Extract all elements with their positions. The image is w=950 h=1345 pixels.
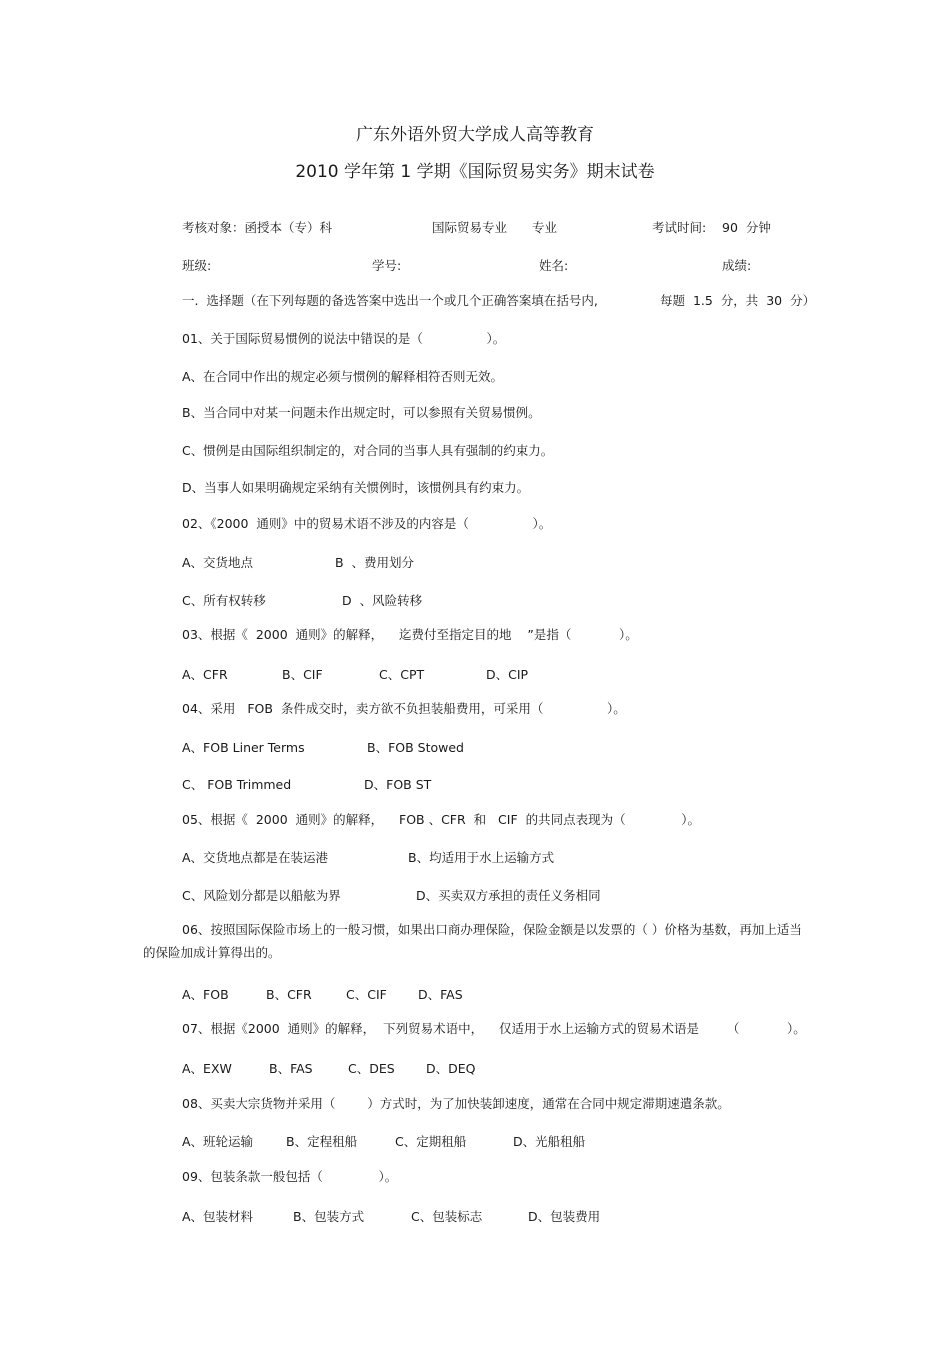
q08-option-a: A、班轮运输 bbox=[182, 1134, 254, 1149]
q02-option-c: C、所有权转移 bbox=[182, 593, 266, 608]
question-05: 05、根据《 2000 通则》的解释， FOB 、CFR 和 CIF 的共同点表现为（ ）。 bbox=[182, 812, 700, 827]
question-06: 06、按照国际保险市场上的一般习惯，如果出口商办理保险，保险金额是以发票的（ ）价格为基数，再加上适当的保险加成计算得出的。 bbox=[143, 922, 802, 960]
q05-option-d: D、买卖双方承担的责任义务相同 bbox=[416, 888, 601, 903]
exam-title: 2010 学年第 1 学期《国际贸易实务》期末试卷 bbox=[295, 162, 655, 182]
q06-option-b: B、CFR bbox=[266, 987, 312, 1002]
q09-option-a: A、包装材料 bbox=[182, 1209, 254, 1224]
q04-option-d: D、FOB ST bbox=[364, 777, 432, 792]
q05-option-c: C、风险划分都是以船舷为界 bbox=[182, 888, 341, 903]
q03-option-d: D、CIP bbox=[486, 667, 529, 682]
class-field: 班级: bbox=[182, 258, 212, 273]
q08-option-d: D、光船租船 bbox=[513, 1134, 586, 1149]
q06-option-c: C、CIF bbox=[346, 987, 387, 1002]
q02-option-d: D 、风险转移 bbox=[342, 593, 423, 608]
question-02: 02、《2000 通则》中的贸易术语不涉及的内容是（ ）。 bbox=[182, 516, 552, 531]
q09-option-d: D、包装费用 bbox=[528, 1209, 601, 1224]
q04-option-c: C、 FOB Trimmed bbox=[182, 777, 292, 792]
q01-option-c: C、惯例是由国际组织制定的，对合同的当事人具有强制的约束力。 bbox=[182, 443, 554, 458]
q09-option-b: B、包装方式 bbox=[293, 1209, 365, 1224]
q07-option-a: A、EXW bbox=[182, 1061, 232, 1076]
q08-option-b: B、定程租船 bbox=[286, 1134, 358, 1149]
q08-option-c: C、定期租船 bbox=[395, 1134, 467, 1149]
q07-option-b: B、FAS bbox=[269, 1061, 313, 1076]
q04-option-b: B、FOB Stowed bbox=[367, 740, 464, 755]
question-07: 07、根据《2000 通则》的解释， 下列贸易术语中， 仅适用于水上运输方式的贸易术语是 （ ）。 bbox=[182, 1021, 806, 1036]
name-field: 姓名: bbox=[539, 258, 569, 273]
q01-option-d: D、当事人如果明确规定采纳有关惯例时，该惯例具有约束力。 bbox=[182, 480, 530, 495]
question-04: 04、采用 FOB 条件成交时，卖方欲不负担装船费用，可采用（ ）。 bbox=[182, 701, 626, 716]
exam-time-label: 考试时间: bbox=[652, 220, 707, 235]
exam-major-suffix: 专业 bbox=[532, 220, 558, 235]
q01-option-a: A、在合同中作出的规定必须与惯例的解释相符否则无效。 bbox=[182, 369, 504, 384]
q07-option-d: D、DEQ bbox=[426, 1061, 476, 1076]
exam-major: 国际贸易专业 bbox=[432, 220, 508, 235]
section-points: 每题 1.5 分，共 30 分） bbox=[660, 293, 816, 308]
q05-option-b: B、均适用于水上运输方式 bbox=[408, 850, 555, 865]
score-field: 成绩: bbox=[722, 258, 752, 273]
question-08: 08、买卖大宗货物并采用（ ）方式时，为了加快装卸速度，通常在合同中规定滞期速遣条款。 bbox=[182, 1096, 730, 1111]
exam-target: 考核对象：函授本（专）科 bbox=[182, 220, 333, 235]
q02-option-b: B 、费用划分 bbox=[335, 555, 415, 570]
q05-option-a: A、交货地点都是在装运港 bbox=[182, 850, 329, 865]
q03-option-c: C、CPT bbox=[379, 667, 425, 682]
q02-option-a: A、交货地点 bbox=[182, 555, 254, 570]
q01-option-b: B、当合同中对某一问题未作出规定时，可以参照有关贸易惯例。 bbox=[182, 405, 541, 420]
exam-time-value: 90 分钟 bbox=[722, 220, 771, 235]
q09-option-c: C、包装标志 bbox=[411, 1209, 483, 1224]
question-09: 09、包装条款一般包括（ ）。 bbox=[182, 1169, 398, 1184]
student-no-field: 学号: bbox=[372, 258, 402, 273]
question-03: 03、根据《 2000 通则》的解释， 迄费付至指定目的地 ”是指（ ）。 bbox=[182, 627, 638, 642]
q06-option-d: D、FAS bbox=[418, 987, 463, 1002]
q04-option-a: A、FOB Liner Terms bbox=[182, 740, 305, 755]
institution-title: 广东外语外贸大学成人高等教育 bbox=[356, 125, 594, 145]
q07-option-c: C、DES bbox=[348, 1061, 395, 1076]
q06-option-a: A、FOB bbox=[182, 987, 229, 1002]
q03-option-b: B、CIF bbox=[282, 667, 323, 682]
section-heading: 一. 选择题（在下列每题的备选答案中选出一个或几个正确答案填在括号内, bbox=[182, 293, 598, 308]
question-01: 01、关于国际贸易惯例的说法中错误的是（ ）。 bbox=[182, 331, 506, 346]
q03-option-a: A、CFR bbox=[182, 667, 228, 682]
